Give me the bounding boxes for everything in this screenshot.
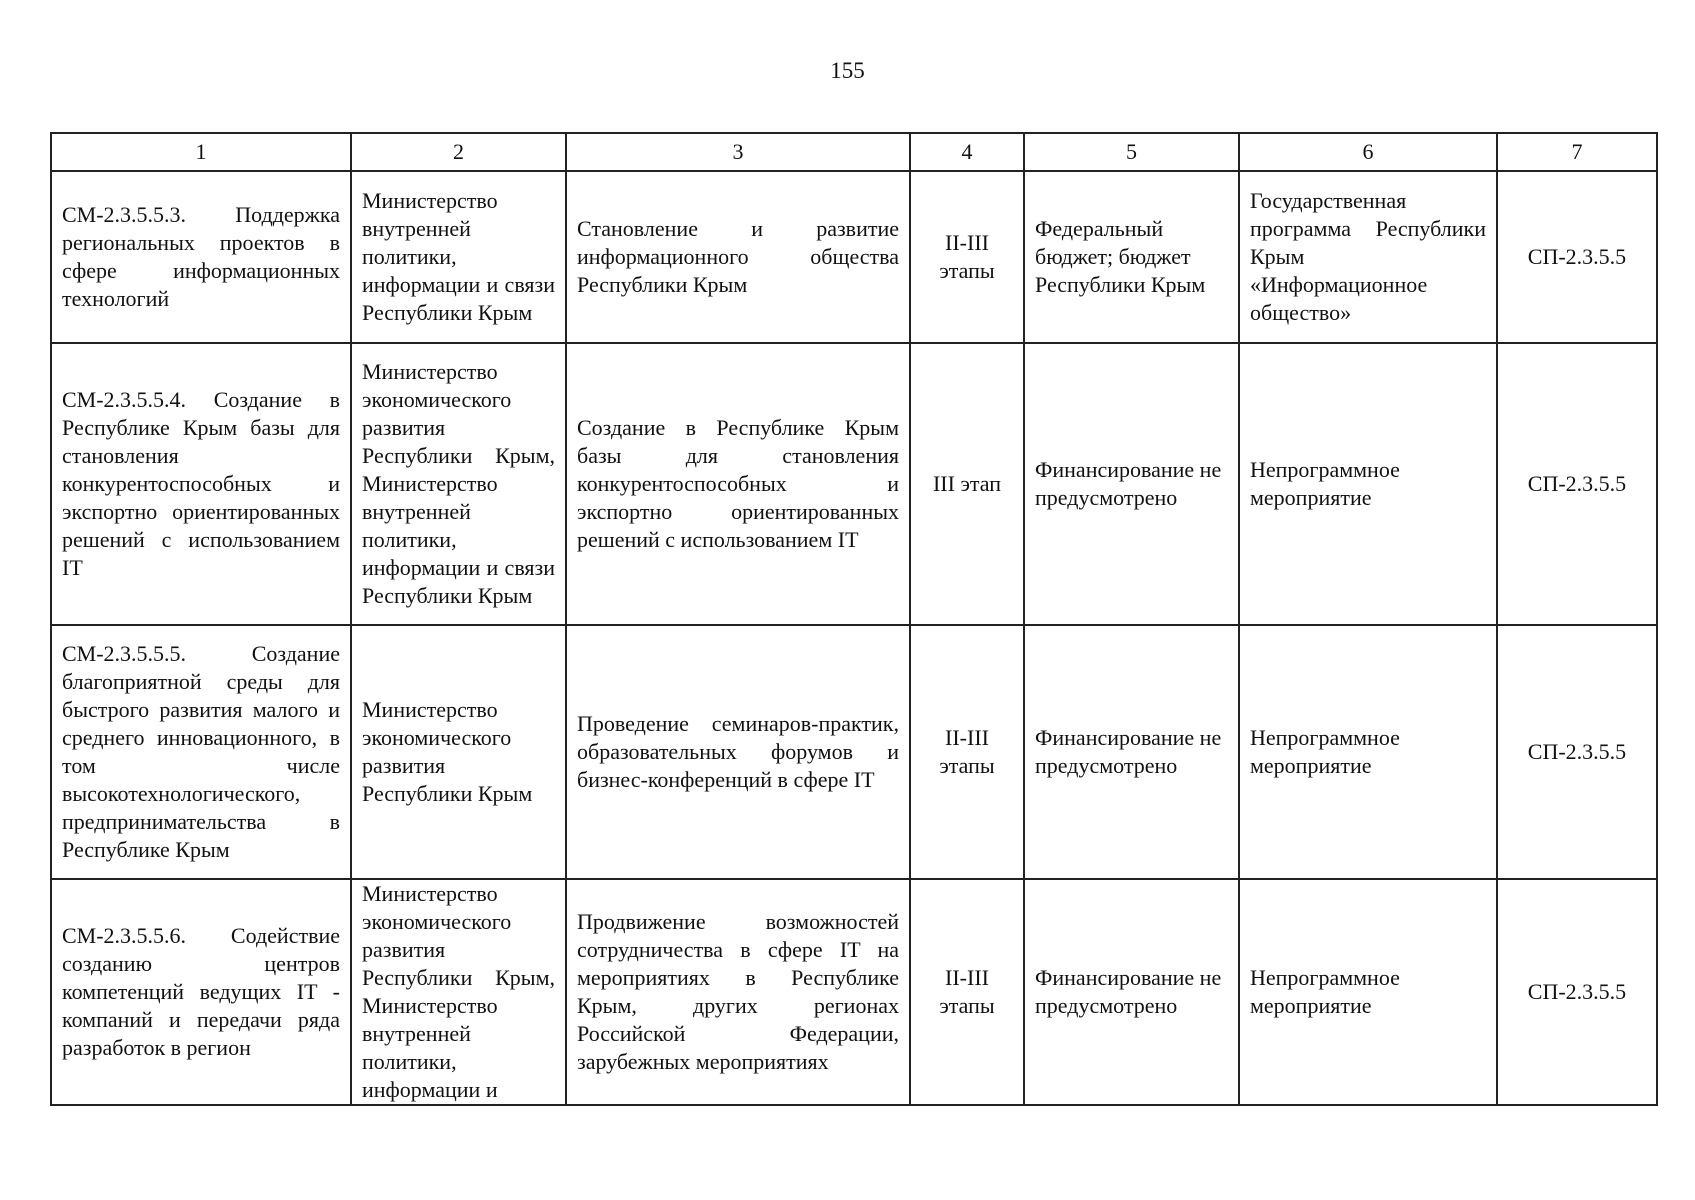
result-cell: Проведение семинаров-практик, образовательных форумов и бизнес-конференций в сфере IT	[566, 625, 910, 879]
code-cell: СП-2.3.5.5	[1497, 343, 1657, 625]
stage-cell: II-III этапы	[910, 625, 1024, 879]
funding-cell: Федеральный бюджет; бюджет Республики Крым	[1024, 171, 1239, 343]
header-col-2: 2	[351, 133, 566, 171]
code-cell: СП-2.3.5.5	[1497, 171, 1657, 343]
code-cell: СП-2.3.5.5	[1497, 879, 1657, 1105]
header-col-3: 3	[566, 133, 910, 171]
executor-cell: Министерство экономического развития Республики Крым	[351, 625, 566, 879]
measure-cell: СМ-2.3.5.5.4. Создание в Республике Крым базы для становления конкурентоспособных и экспортно ориентированных решений с использованием IT	[51, 343, 351, 625]
result-cell: Создание в Республике Крым базы для становления конкурентоспособных и экспортно ориентированных решений с использованием IT	[566, 343, 910, 625]
measure-cell: СМ-2.3.5.5.3. Поддержка региональных проектов в сфере информационных технологий	[51, 171, 351, 343]
stage-cell: III этап	[910, 343, 1024, 625]
result-cell: Становление и развитие информационного общества Республики Крым	[566, 171, 910, 343]
program-cell: Непрограммное мероприятие	[1239, 343, 1497, 625]
executor-cell: Министерство экономического развития Республики Крым, Министерство внутренней политики, информации и	[351, 879, 566, 1105]
funding-cell: Финансирование не предусмотрено	[1024, 343, 1239, 625]
code-cell: СП-2.3.5.5	[1497, 625, 1657, 879]
executor-cell: Министерство внутренней политики, информации и связи Республики Крым	[351, 171, 566, 343]
program-cell: Непрограммное мероприятие	[1239, 879, 1497, 1105]
measure-cell: СМ-2.3.5.5.5. Создание благоприятной среды для быстрого развития малого и среднего инновационного, в том числе высокотехнологического, предпринимательства в Республике Крым	[51, 625, 351, 879]
header-col-7: 7	[1497, 133, 1657, 171]
program-cell: Государственная программа Республики Крым «Информационное общество»	[1239, 171, 1497, 343]
funding-cell: Финансирование не предусмотрено	[1024, 625, 1239, 879]
table-row	[51, 625, 1657, 879]
measures-table	[50, 132, 1658, 1106]
stage-cell: II-III этапы	[910, 171, 1024, 343]
table-row	[51, 343, 1657, 625]
program-cell: Непрограммное мероприятие	[1239, 625, 1497, 879]
header-col-1: 1	[51, 133, 351, 171]
page-number: 155	[830, 58, 865, 83]
stage-cell: II-III этапы	[910, 879, 1024, 1105]
table-header-row	[51, 133, 1657, 171]
result-cell: Продвижение возможностей сотрудничества в сфере IT на мероприятиях в Республике Крым, других регионах Российской Федерации, зарубежных мероприятиях	[566, 879, 910, 1105]
header-col-5: 5	[1024, 133, 1239, 171]
executor-cell: Министерство экономического развития Республики Крым, Министерство внутренней политики, информации и связи Республики Крым	[351, 343, 566, 625]
header-col-4: 4	[910, 133, 1024, 171]
table-row	[51, 879, 1657, 1105]
header-col-6: 6	[1239, 133, 1497, 171]
measure-cell: СМ-2.3.5.5.6. Содействие созданию центров компетенций ведущих IT - компаний и передачи ряда разработок в регион	[51, 879, 351, 1105]
funding-cell: Финансирование не предусмотрено	[1024, 879, 1239, 1105]
table-row	[51, 171, 1657, 343]
